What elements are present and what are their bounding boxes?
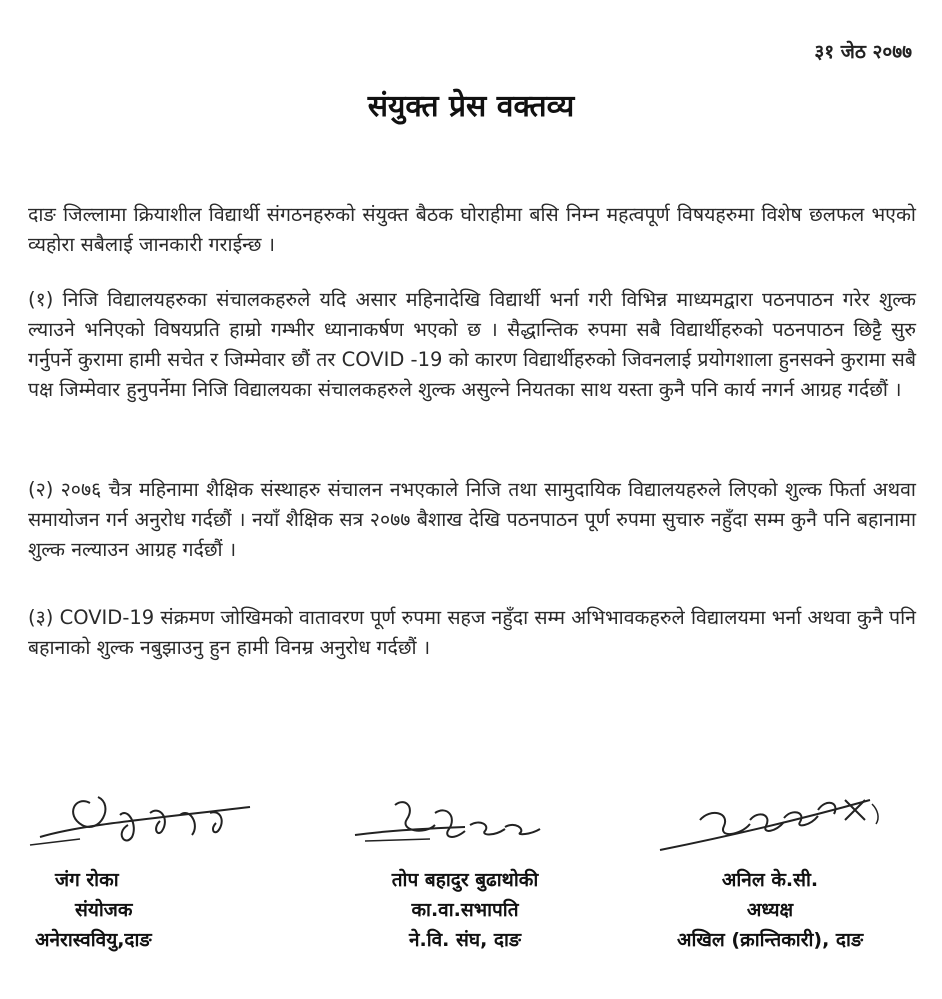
signatory-1-org: अनेरास्ववियु,दाङ xyxy=(35,929,152,951)
signatory-2-role: का.वा.सभापति xyxy=(411,899,519,921)
signature-2-mark xyxy=(335,785,595,865)
signatory-1-name: जंग रोका xyxy=(55,869,119,891)
point-1-paragraph: (१) निजि विद्यालयहरुका संचालकहरुले यदि असार महिनादेखि विद्यार्थी भर्ना गरी विभिन्न माध्यमद्वारा पठनपाठन गरेर शुल्क ल्याउने भनिएको विषयप्रति हाम्रो गम्भीर ध्यानाकर्षण भएको छ । सैद्धान्तिक रुपमा सबै विद्यार्थीहरुको पठनपाठन छिट्टै सुरु गर्नुपर्ने कुरामा हामी सचेत र जिम्मेवार छौं तर COVID -19 को कारण विद्यार्थीहरुको जिवनलाई प्रयोगशाला हुनसक्ने कुरामा सबै पक्ष जिम्मेवार हुनुपर्नेमा निजि विद्यालयका संचालकहरुले शुल्क असुल्ने नियतका साथ यस्ता कुनै पनि कार्य नगर्न आग्रह गर्दछौं । xyxy=(28,287,916,401)
signatory-1 xyxy=(0,785,300,955)
signatory-2 xyxy=(315,785,615,955)
signature-3-mark xyxy=(640,780,900,865)
signatory-3-name: अनिल के.सी. xyxy=(721,869,819,891)
signatory-2-name: तोप बहादुर बुढाथोकी xyxy=(391,869,539,891)
signatory-3-role: अध्यक्ष xyxy=(746,899,794,921)
signature-1-mark xyxy=(20,785,280,865)
signatory-1-role: संयोजक xyxy=(75,899,133,921)
document-date: ३१ जेठ २०७७ xyxy=(814,41,912,63)
signatory-3-org: अखिल (क्रान्तिकारी), दाङ xyxy=(676,929,864,951)
signatory-2-org: ने.वि. संघ, दाङ xyxy=(408,929,522,951)
intro-paragraph: दाङ जिल्लामा क्रियाशील विद्यार्थी संगठनहरुको संयुक्त बैठक घोराहीमा बसि निम्न महत्वपूर्ण विषयहरुमा विशेष छलफल भएको व्यहोरा सबैलाई जानकारी गराईन्छ । xyxy=(28,202,916,256)
point-3-paragraph: (३) COVID-19 संक्रमण जोखिमको वातावरण पूर्ण रुपमा सहज नहुँदा सम्म अभिभावकहरुले विद्यालयमा भर्ना अथवा कुनै पनि बहानाको शुल्क नबुझाउनु हुन हामी विनम्र अनुरोध गर्दछौं । xyxy=(28,605,916,659)
signatory-3 xyxy=(620,780,920,955)
document-title: संयुक्त प्रेस वक्तव्य xyxy=(367,89,575,124)
point-2-paragraph: (२) २०७६ चैत्र महिनामा शैक्षिक संस्थाहरु संचालन नभएकाले निजि तथा सामुदायिक विद्यालयहरुले लिएको शुल्क फिर्ता अथवा समायोजन गर्न अनुरोध गर्दछौं । नयाँ शैक्षिक सत्र २०७७ बैशाख देखि पठनपाठन पूर्ण रुपमा सुचारु नहुँदा सम्म कुनै पनि बहानामा शुल्क नल्याउन आग्रह गर्दछौं । xyxy=(28,477,916,561)
